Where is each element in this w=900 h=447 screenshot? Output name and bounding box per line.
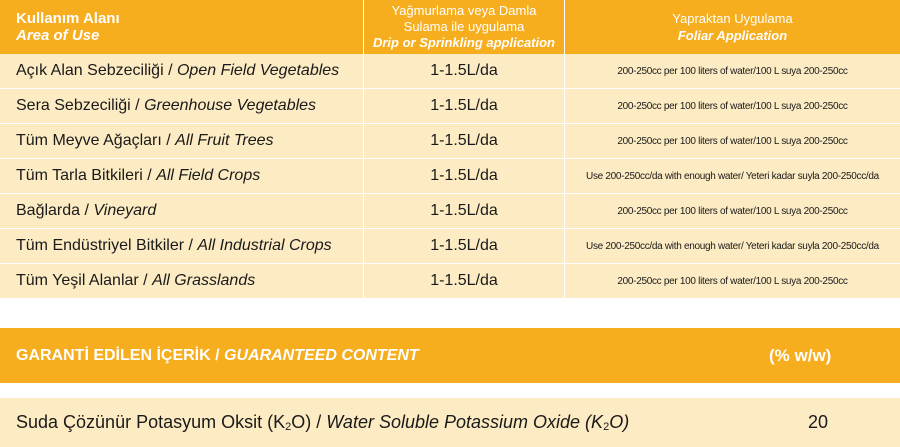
guaranteed-title-en: GUARANTEED CONTENT <box>224 346 419 364</box>
area-en: All Grasslands <box>152 272 256 289</box>
area-en: All Fruit Trees <box>175 132 274 149</box>
foliar-dose-cell: 200-250cc per 100 liters of water/100 L suya 200-250cc <box>617 135 848 147</box>
foliar-dose-cell: 200-250cc per 100 liters of water/100 L suya 200-250cc <box>617 205 848 217</box>
table-row <box>0 264 900 299</box>
nutrient-label <box>16 412 629 433</box>
nutrient-en-prefix: Water Soluble Potassium Oxide (K <box>326 412 604 432</box>
area-en: Open Field Vegetables <box>176 62 340 79</box>
header-foliar <box>565 0 900 54</box>
nutrient-en-suffix: O) <box>609 412 630 432</box>
title-separator: / <box>210 346 225 364</box>
guaranteed-content-header <box>0 328 900 383</box>
area-tr: Tüm Meyve Ağaçları <box>16 132 162 149</box>
area-tr: Açık Alan Sebzeciliği <box>16 62 164 79</box>
header-area-en: Area of Use <box>16 27 100 44</box>
drip-dose-cell: 1-1.5L/da <box>364 264 565 298</box>
guaranteed-content-row <box>0 398 900 447</box>
area-tr: Bağlarda <box>16 202 81 219</box>
subscript-2: 2 <box>603 421 610 433</box>
drip-dose-cell: 1-1.5L/da <box>364 89 565 123</box>
unit-label: (% w/w) <box>769 345 832 365</box>
table-row <box>0 194 900 229</box>
foliar-dose-cell: Use 200-250cc/da with enough water/ Yeteri kadar suyla 200-250cc/da <box>586 170 879 182</box>
area-en: All Industrial Crops <box>197 237 332 254</box>
nutrient-tr-prefix: Suda Çözünür Potasyum Oksit (K <box>16 412 286 432</box>
area-cell: Tüm Meyve Ağaçları / All Fruit Trees <box>0 124 364 158</box>
table-row <box>0 229 900 264</box>
area-tr: Tüm Endüstriyel Bitkiler <box>16 237 185 254</box>
drip-dose-cell: 1-1.5L/da <box>364 229 565 263</box>
header-foliar-tr: Yapraktan Uygulama <box>672 11 793 26</box>
area-cell: Sera Sebzeciliği / Greenhouse Vegetables <box>0 89 364 123</box>
area-en: Greenhouse Vegetables <box>144 97 317 114</box>
header-drip-tr-1: Yağmurlama veya Damla <box>391 3 537 18</box>
table-row <box>0 89 900 124</box>
guaranteed-title-tr: GARANTİ EDİLEN İÇERİK <box>16 346 211 364</box>
foliar-dose-cell: Use 200-250cc/da with enough water/ Yeteri kadar suyla 200-250cc/da <box>586 240 879 252</box>
header-foliar-en: Foliar Application <box>677 28 788 43</box>
area-tr: Tüm Tarla Bitkileri <box>16 167 143 184</box>
area-cell: Tüm Endüstriyel Bitkiler / All Industrial Crops <box>0 229 364 263</box>
header-drip <box>364 0 565 54</box>
area-cell: Tüm Yeşil Alanlar / All Grasslands <box>0 264 364 298</box>
usage-table-header <box>0 0 900 54</box>
table-row <box>0 159 900 194</box>
area-tr: Sera Sebzeciliği <box>16 97 131 114</box>
area-en: Vineyard <box>93 202 157 219</box>
area-cell: Tüm Tarla Bitkileri / All Field Crops <box>0 159 364 193</box>
foliar-dose-cell: 200-250cc per 100 liters of water/100 L suya 200-250cc <box>617 100 848 112</box>
header-drip-en: Drip or Sprinkling application <box>372 35 555 50</box>
header-drip-tr-2: Sulama ile uygulama <box>403 19 525 34</box>
drip-dose-cell: 1-1.5L/da <box>364 54 565 88</box>
header-area-tr: Kullanım Alanı <box>16 10 120 27</box>
table-row <box>0 54 900 89</box>
area-tr: Tüm Yeşil Alanlar <box>16 272 139 289</box>
foliar-dose-cell: 200-250cc per 100 liters of water/100 L suya 200-250cc <box>617 65 848 77</box>
nutrient-separator: / <box>311 412 327 432</box>
nutrient-tr-suffix: O) <box>291 412 312 432</box>
area-cell: Bağlarda / Vineyard <box>0 194 364 228</box>
drip-dose-cell: 1-1.5L/da <box>364 124 565 158</box>
table-row <box>0 124 900 159</box>
nutrient-value: 20 <box>808 412 829 432</box>
area-en: All Field Crops <box>156 167 261 184</box>
area-cell: Açık Alan Sebzeciliği / Open Field Vegetables <box>0 54 364 88</box>
foliar-dose-cell: 200-250cc per 100 liters of water/100 L suya 200-250cc <box>617 275 848 287</box>
header-area-of-use <box>0 0 364 54</box>
drip-dose-cell: 1-1.5L/da <box>364 159 565 193</box>
subscript-2: 2 <box>285 421 292 433</box>
drip-dose-cell: 1-1.5L/da <box>364 194 565 228</box>
